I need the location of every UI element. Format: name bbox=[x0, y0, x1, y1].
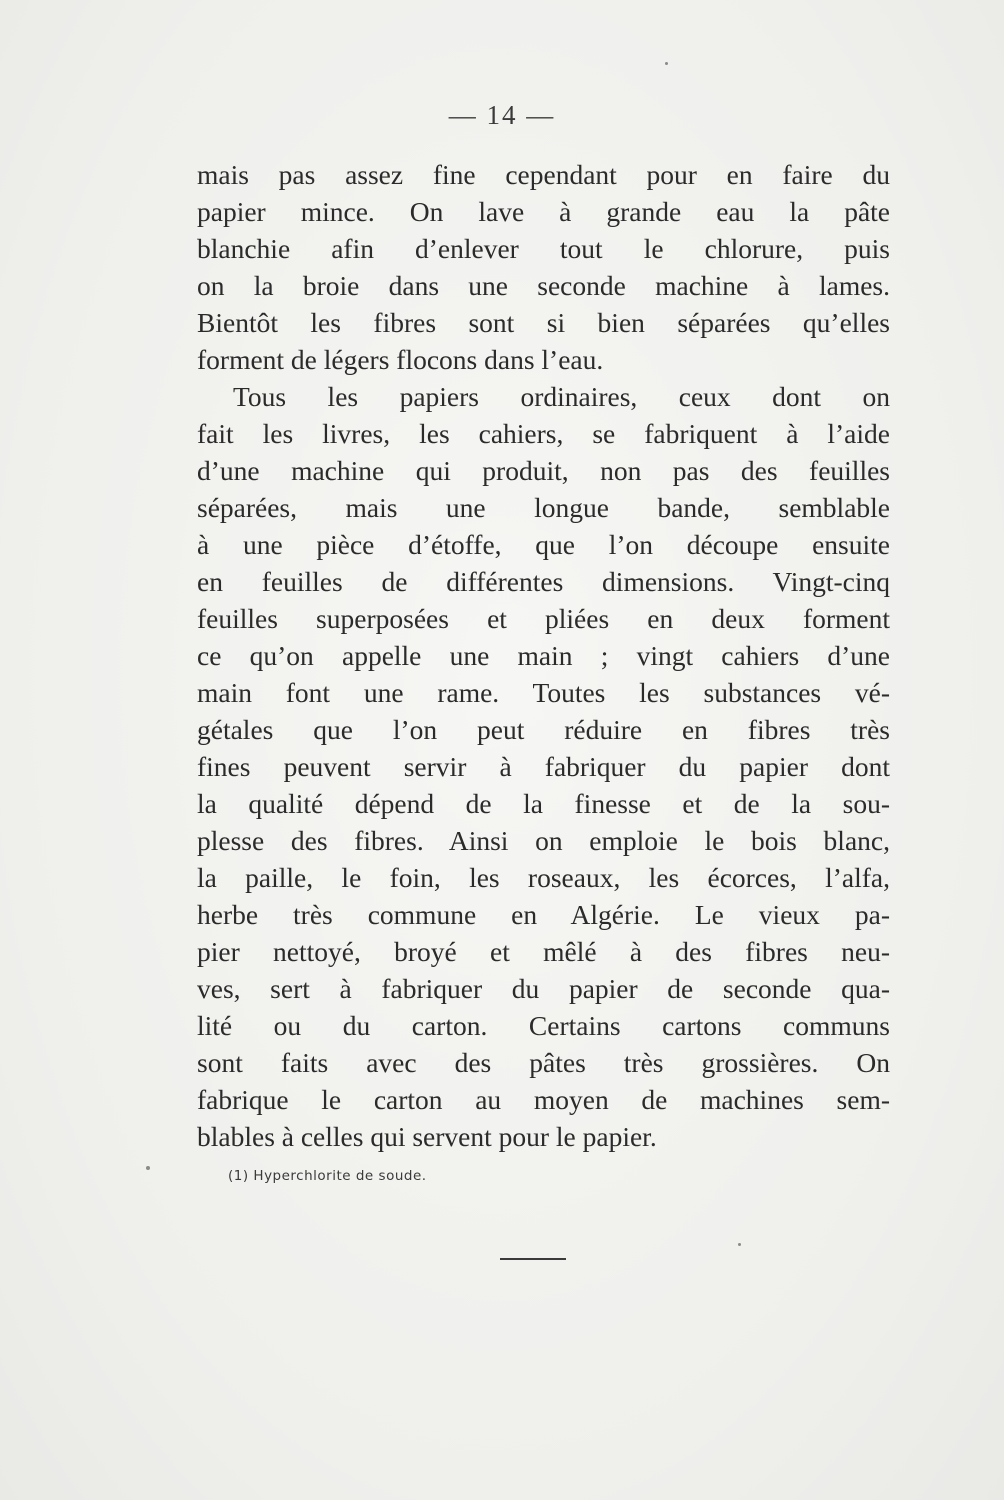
text-line: papier mince. On lave à grande eau la pâte bbox=[197, 196, 890, 227]
text-line: sont faits avec des pâtes très grossières. On bbox=[197, 1047, 890, 1078]
text-line: plesse des fibres. Ainsi on emploie le bois blanc, bbox=[197, 825, 890, 856]
text-line: la qualité dépend de la finesse et de la sou- bbox=[197, 788, 890, 819]
text-line: la paille, le foin, les roseaux, les écorces, l’alfa, bbox=[197, 862, 890, 893]
ink-speck bbox=[665, 62, 668, 65]
text-line: lité ou du carton. Certains cartons communs bbox=[197, 1010, 890, 1041]
text-line: fines peuvent servir à fabriquer du papier dont bbox=[197, 751, 890, 782]
body-text bbox=[197, 156, 890, 1155]
text-line: en feuilles de différentes dimensions. Vingt-cinq bbox=[197, 566, 890, 597]
ink-speck bbox=[146, 1166, 150, 1170]
text-line: main font une rame. Toutes les substances vé- bbox=[197, 677, 890, 708]
text-line: fait les livres, les cahiers, se fabriquent à l’aide bbox=[197, 418, 890, 449]
text-line: gétales que l’on peut réduire en fibres très bbox=[197, 714, 890, 745]
text-line: forment de légers flocons dans l’eau. bbox=[197, 344, 604, 375]
text-line: séparées, mais une longue bande, semblable bbox=[197, 492, 890, 523]
text-line: Tous les papiers ordinaires, ceux dont on bbox=[233, 381, 890, 412]
text-line: fabrique le carton au moyen de machines sem- bbox=[197, 1084, 890, 1115]
text-line: à une pièce d’étoffe, que l’on découpe ensuite bbox=[197, 529, 890, 560]
ink-speck bbox=[738, 1243, 741, 1246]
text-line: feuilles superposées et pliées en deux forment bbox=[197, 603, 890, 634]
text-line: blables à celles qui servent pour le papier. bbox=[197, 1121, 657, 1152]
text-line: d’une machine qui produit, non pas des feuilles bbox=[197, 455, 890, 486]
text-line: ves, sert à fabriquer du papier de seconde qua- bbox=[197, 973, 890, 1004]
text-line: blanchie afin d’enlever tout le chlorure, puis bbox=[197, 233, 890, 264]
text-line: Bientôt les fibres sont si bien séparées qu’elles bbox=[197, 307, 890, 338]
footnote: (1) Hyperchlorite de soude. bbox=[228, 1168, 427, 1184]
text-line: pier nettoyé, broyé et mêlé à des fibres neu- bbox=[197, 936, 890, 967]
text-line: mais pas assez fine cependant pour en faire du bbox=[197, 159, 890, 190]
text-line: ce qu’on appelle une main ; vingt cahiers d’une bbox=[197, 640, 890, 671]
text-line: on la broie dans une seconde machine à lames. bbox=[197, 270, 890, 301]
page-number: — 14 — bbox=[448, 100, 556, 130]
text-line: herbe très commune en Algérie. Le vieux pa- bbox=[197, 899, 890, 930]
end-rule bbox=[500, 1258, 566, 1260]
